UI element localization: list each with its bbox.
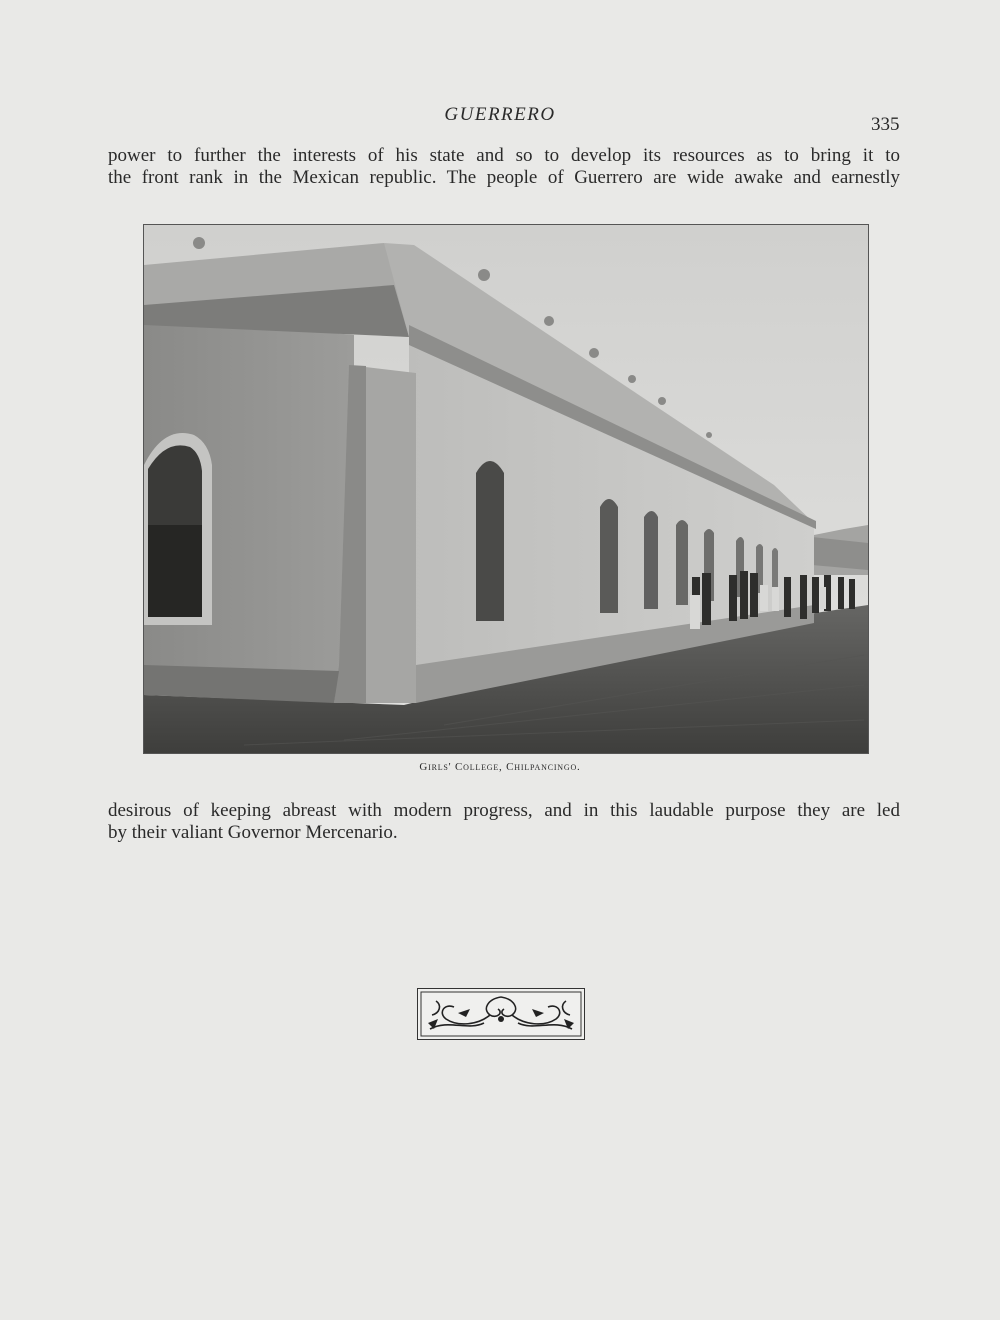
- paragraph-bottom: [108, 800, 900, 844]
- text-line: by their valiant Governor Mercenario.: [108, 822, 398, 843]
- text-line: desirous of keeping abreast with modern progress, and in this laudable purpose they are led: [108, 800, 900, 821]
- running-title: GUERRERO: [444, 104, 556, 125]
- page-number: 335: [871, 114, 900, 135]
- paragraph-top: [108, 145, 900, 189]
- figure-caption: Girls' College, Chilpancingo.: [419, 761, 581, 773]
- building-photo: [144, 225, 868, 753]
- scroll-ornament-icon: [418, 989, 584, 1039]
- tailpiece-ornament: [417, 988, 585, 1040]
- text-line: the front rank in the Mexican republic. The people of Guerrero are wide awake and earnestly: [108, 167, 900, 188]
- text-line: power to further the interests of his state and so to develop its resources as to bring it to: [108, 145, 900, 166]
- photo-plate: [143, 224, 869, 754]
